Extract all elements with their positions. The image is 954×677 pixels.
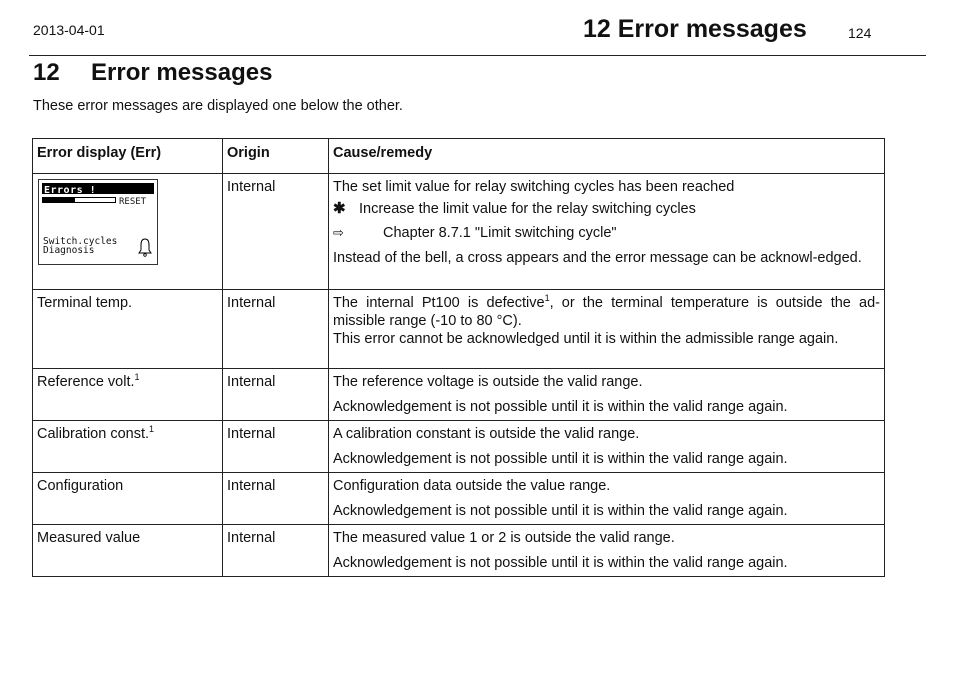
- remedy-text: Increase the limit value for the relay switching cycles: [359, 201, 696, 217]
- header-date: 2013-04-01: [33, 22, 105, 38]
- display-cell: Terminal temp.: [33, 290, 223, 369]
- reference-text: Chapter 8.7.1 "Limit switching cycle": [383, 225, 617, 241]
- origin-cell: Internal: [223, 369, 329, 421]
- page-number: 124: [848, 25, 872, 41]
- cause-text: A calibration constant is outside the valid range.: [333, 426, 640, 442]
- display-title-text: Errors !: [44, 185, 97, 196]
- display-line-2: Diagnosis: [43, 245, 95, 256]
- section-intro: These error messages are displayed one below the other.: [33, 98, 403, 114]
- cause-text-part: The internal Pt100 is defective: [333, 295, 545, 311]
- footnote-marker: 1: [149, 424, 155, 435]
- asterisk-icon: ✱: [333, 200, 346, 217]
- bell-icon: [137, 237, 153, 257]
- cause-text-part: , or the terminal temperature is outside the ad-missible range (-10 to 80 °C).: [333, 295, 880, 329]
- display-text: Reference volt.: [37, 374, 135, 390]
- origin-cell: Internal: [223, 421, 329, 473]
- display-cell: [33, 421, 223, 473]
- cause-cell: [329, 290, 885, 369]
- reference-line: [333, 224, 880, 242]
- device-display-screenshot: [38, 179, 158, 265]
- display-progress-bar: [42, 197, 116, 203]
- origin-cell: Internal: [223, 290, 329, 369]
- display-line-1: Switch.cycles: [43, 236, 118, 247]
- table-row: [33, 421, 885, 473]
- cause-cell: [329, 473, 885, 525]
- cause-cell: [329, 174, 885, 290]
- remedy-line: [333, 200, 880, 218]
- origin-cell: Internal: [223, 473, 329, 525]
- cause-text: [333, 294, 880, 330]
- cause-cell: [329, 421, 885, 473]
- cause-cell: [329, 525, 885, 577]
- cause-text: The set limit value for relay switching cycles has been reached: [333, 179, 735, 195]
- footnote-marker: 1: [134, 372, 140, 383]
- column-header-cause: Cause/remedy: [329, 139, 885, 174]
- display-reset-label: RESET: [119, 197, 147, 207]
- note-text: Acknowledgement is not possible until it is within the valid range again.: [333, 399, 788, 415]
- table-header-row: [33, 139, 885, 174]
- section-title: Error messages: [91, 59, 273, 86]
- error-messages-table: [32, 138, 885, 577]
- table-row: [33, 369, 885, 421]
- table-row: [33, 174, 885, 290]
- table-row: [33, 525, 885, 577]
- table-row: [33, 290, 885, 369]
- note-text: Acknowledgement is not possible until it is within the valid range again.: [333, 451, 788, 467]
- section-number: 12: [33, 59, 60, 86]
- origin-cell: Internal: [223, 525, 329, 577]
- arrow-right-icon: ⇨: [333, 225, 344, 240]
- display-cell: Configuration: [33, 473, 223, 525]
- note-text: This error cannot be acknowledged until it is within the admissible range again.: [333, 331, 839, 347]
- cause-cell: [329, 369, 885, 421]
- display-cell: [33, 369, 223, 421]
- display-progress-fill: [43, 198, 75, 202]
- display-text: Calibration const.: [37, 426, 150, 442]
- origin-cell: Internal: [223, 174, 329, 290]
- cause-text: The reference voltage is outside the valid range.: [333, 374, 643, 390]
- note-text: Acknowledgement is not possible until it is within the valid range again.: [333, 555, 788, 571]
- note-text: Instead of the bell, a cross appears and the error message can be acknowl-edged.: [333, 250, 862, 266]
- display-cell: Measured value: [33, 525, 223, 577]
- cause-text: Configuration data outside the value range.: [333, 478, 611, 494]
- running-header-title: 12 Error messages: [583, 15, 807, 43]
- header-rule: [29, 55, 926, 56]
- column-header-origin: Origin: [223, 139, 329, 174]
- display-cell: [33, 174, 223, 290]
- table-row: [33, 473, 885, 525]
- footnote-marker: 1: [544, 293, 550, 304]
- cause-text: The measured value 1 or 2 is outside the valid range.: [333, 530, 675, 546]
- column-header-display: Error display (Err): [33, 139, 223, 174]
- note-text: Acknowledgement is not possible until it is within the valid range again.: [333, 503, 788, 519]
